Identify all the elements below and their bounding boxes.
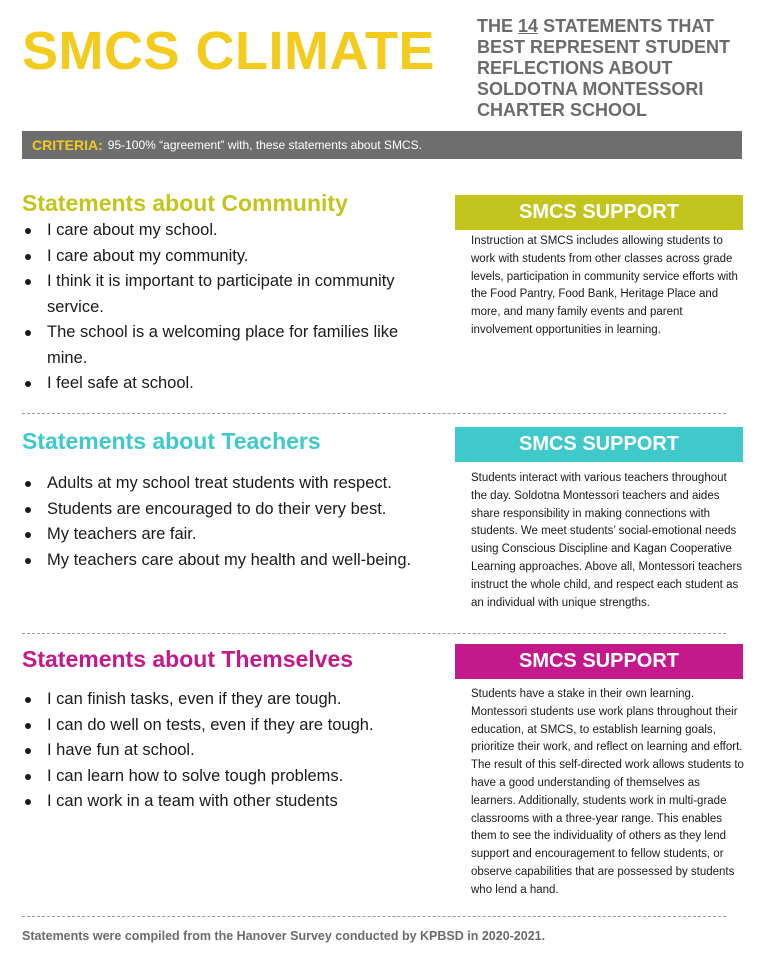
page-subtitle (477, 16, 762, 121)
statement-count: 14 (518, 16, 539, 36)
criteria-label: CRITERIA: (32, 137, 103, 153)
support-text-community: Instruction at SMCS includes allowing students to work with students from other classes across grade levels, participation in community service efforts with the Food Pantry, Food Bank, Heritage Place and more, and many family events and parent involvement opportunities in learning. (471, 235, 738, 336)
criteria-bar (22, 131, 742, 159)
list-item: I can learn how to solve tough problems. (22, 764, 442, 790)
support-text-themselves: Students have a stake in their own learning. Montessori students use work plans throughout their education, at SMCS, to establish learning goals, prioritize their work, and reflect on learning and effort. The result of this self-directed work allows students to have a good understanding of themselves as learners. Additionally, students work in multi-grade classrooms with a three-year range. This enables them to see the individuality of others as they lend support and encouragement to fellow students, or observe capabilities that are possessed by students who lend a hand. (471, 688, 744, 896)
themselves-statements-list (22, 687, 442, 815)
list-item: I think it is important to participate in community service. (22, 269, 442, 320)
support-heading-teachers: SMCS SUPPORT (455, 427, 743, 462)
section-title-teachers: Statements about Teachers (22, 428, 321, 454)
list-item: I can work in a team with other students (22, 789, 442, 815)
section-title-themselves: Statements about Themselves (22, 646, 354, 672)
teachers-statements-list (22, 471, 442, 573)
support-heading-community: SMCS SUPPORT (455, 195, 743, 230)
section-title-community: Statements about Community (22, 190, 348, 216)
list-item: Adults at my school treat students with respect. (22, 471, 442, 497)
list-item: My teachers care about my health and well-being. (22, 548, 442, 574)
support-text-teachers: Students interact with various teachers throughout the day. Soldotna Montessori teachers and aides share responsibility in making connections with students. We meet students’ social-emotional needs using Conscious Discipline and Kagan Cooperative Learning approaches. Above all, Montessori teachers instruct the whole child, and respect each student as an individual with unique strengths. (471, 472, 743, 609)
list-item: The school is a welcoming place for families like mine. (22, 320, 442, 371)
footer-note: Statements were compiled from the Hanover Survey conducted by KPBSD in 2020-2021. (22, 929, 546, 943)
section-divider (22, 633, 726, 634)
page-title: SMCS CLIMATE (22, 21, 435, 81)
list-item: I care about my school. (22, 218, 442, 244)
list-item: My teachers are fair. (22, 522, 442, 548)
list-item: I can finish tasks, even if they are tough. (22, 687, 442, 713)
community-statements-list (22, 218, 442, 397)
list-item: I have fun at school. (22, 738, 442, 764)
subtitle-prefix: THE (477, 16, 513, 36)
list-item: I feel safe at school. (22, 371, 442, 397)
section-divider (22, 413, 726, 414)
list-item: I care about my community. (22, 244, 442, 270)
section-divider (22, 916, 726, 917)
list-item: I can do well on tests, even if they are tough. (22, 713, 442, 739)
list-item: Students are encouraged to do their very best. (22, 497, 442, 523)
criteria-text: 95-100% “agreement” with, these statements about SMCS. (107, 138, 422, 152)
support-heading-themselves: SMCS SUPPORT (455, 644, 743, 679)
subtitle-text: STATEMENTS THAT BEST REPRESENT STUDENT REFLECTIONS ABOUT SOLDOTNA MONTESSORI CHARTER SCHOOL (477, 16, 731, 120)
